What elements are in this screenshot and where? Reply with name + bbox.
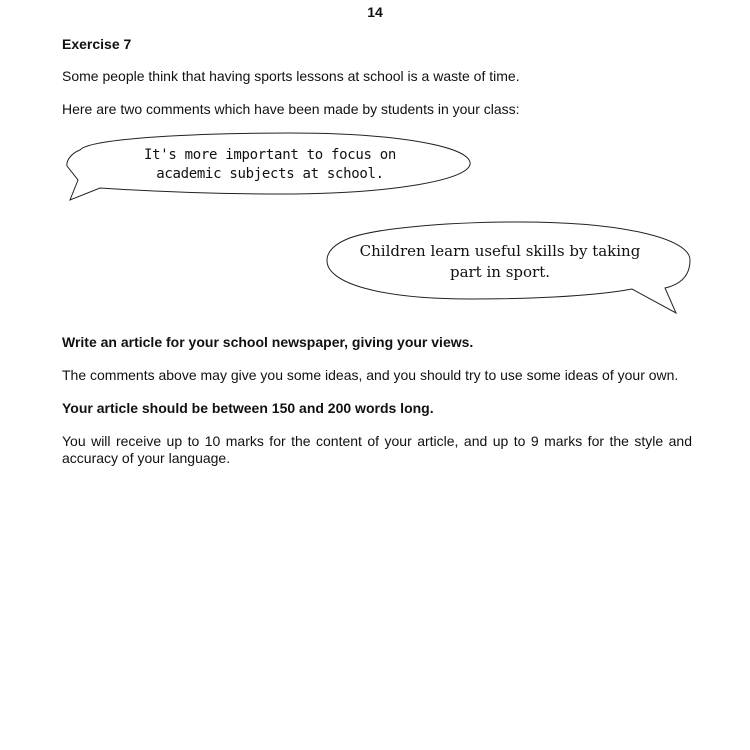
- ideas-instruction: The comments above may give you some ideas, and you should try to use some ideas of your own.: [62, 367, 679, 383]
- task-instruction: Write an article for your school newspaper, giving your views.: [62, 334, 474, 350]
- page-number: 14: [367, 4, 383, 20]
- comment-2-line-1: Children learn useful skills by taking: [359, 242, 641, 260]
- exercise-title: Exercise 7: [62, 36, 132, 52]
- comment-2-text: [340, 241, 660, 283]
- comments-intro-text: Here are two comments which have been made by students in your class:: [62, 101, 520, 117]
- comment-1-text: [110, 146, 430, 184]
- length-instruction: Your article should be between 150 and 200 words long.: [62, 400, 434, 416]
- comment-2-line-2: part in sport.: [449, 263, 551, 281]
- intro-text: Some people think that having sports lessons at school is a waste of time.: [62, 68, 520, 84]
- marks-instruction: You will receive up to 10 marks for the content of your article, and up to 9 marks for the style and accuracy of your language.: [62, 433, 692, 466]
- comment-1-line-2: academic subjects at school.: [156, 166, 384, 182]
- comment-1-line-1: It's more important to focus on: [144, 147, 396, 163]
